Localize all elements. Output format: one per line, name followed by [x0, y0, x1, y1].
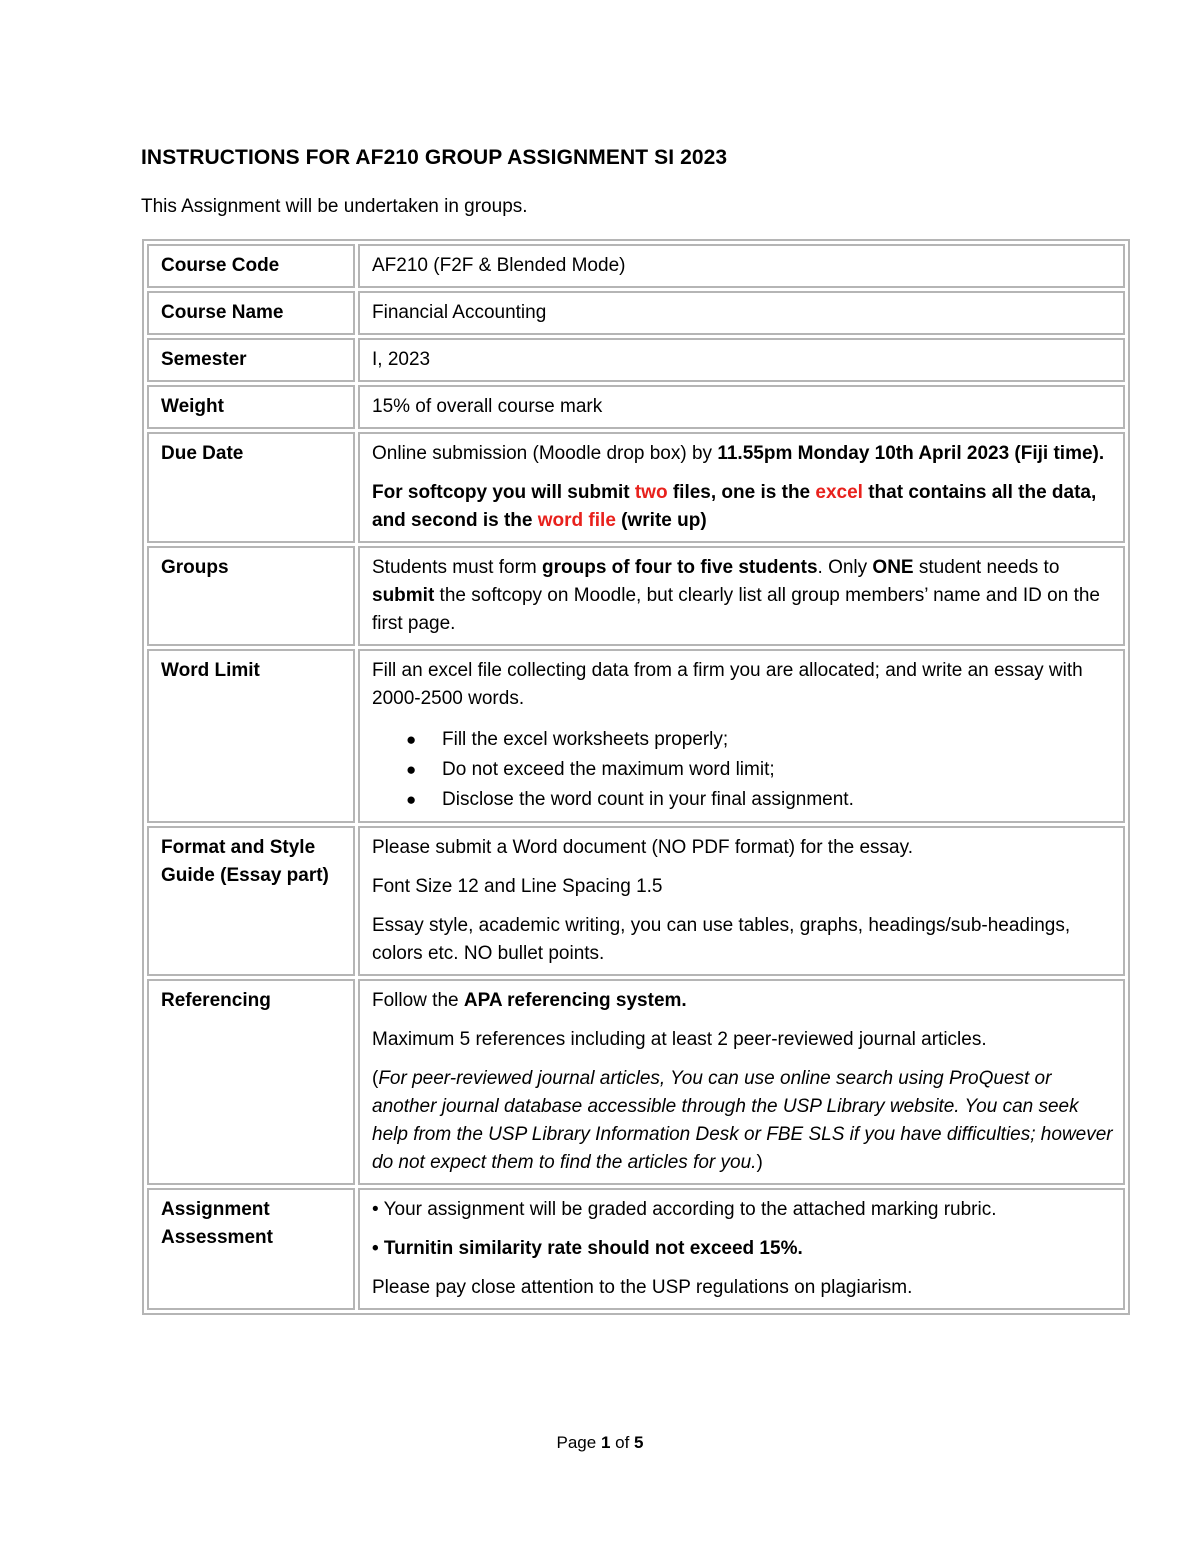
weight-label: Weight: [147, 385, 355, 429]
softcopy-text-4: (write up): [615, 510, 707, 531]
assessment-text-1: • Your assignment will be graded according to the attached marking rubric.: [372, 1199, 997, 1220]
due-date-text: Online submission (Moodle drop box) by: [372, 443, 718, 464]
due-date-value: [358, 432, 1125, 543]
bullet-text: Disclose the word count in your final assignment.: [442, 789, 854, 810]
page-title: INSTRUCTIONS FOR AF210 GROUP ASSIGNMENT SI 2023: [141, 146, 728, 169]
referencing-note: [372, 1065, 1113, 1177]
word-limit-value: [358, 649, 1125, 823]
table-row-course-code: [147, 244, 1125, 288]
groups-size: groups of four to five students: [542, 557, 818, 578]
table-row-assessment: [147, 1188, 1125, 1310]
course-name-label: Course Name: [147, 291, 355, 335]
referencing-value: [358, 979, 1125, 1185]
groups-text-1: Students must form: [372, 557, 543, 578]
intro-text: This Assignment will be undertaken in groups.: [141, 196, 528, 217]
table-row-format: [147, 826, 1125, 976]
table-row-referencing: [147, 979, 1125, 1185]
assessment-text-3: Please pay close attention to the USP regulations on plagiarism.: [372, 1277, 913, 1298]
table-row-due-date: [147, 432, 1125, 543]
semester-value: I, 2023: [358, 338, 1125, 382]
word-limit-label: Word Limit: [147, 649, 355, 823]
groups-submit: submit: [372, 585, 435, 606]
word-limit-text: Fill an excel file collecting data from a firm you are allocated; and write an essay with 2000-2500 words.: [372, 660, 1083, 709]
table-row-weight: [147, 385, 1125, 429]
list-item: [372, 725, 1113, 755]
referencing-apa: APA referencing system.: [463, 990, 687, 1011]
due-date-submission-text: [372, 440, 1113, 468]
weight-value: 15% of overall course mark: [358, 385, 1125, 429]
table-row-word-limit: [147, 649, 1125, 823]
page-current: 1: [600, 1433, 611, 1452]
page-prefix: Page: [556, 1433, 601, 1452]
course-code-value: AF210 (F2F & Blended Mode): [358, 244, 1125, 288]
bullet-text: Fill the excel worksheets properly;: [442, 729, 729, 750]
bullet-icon: ●: [406, 790, 417, 809]
course-name-value: Financial Accounting: [358, 291, 1125, 335]
bullet-icon: ●: [406, 760, 417, 779]
word-limit-bullets: [372, 725, 1113, 815]
referencing-system: [372, 987, 1113, 1015]
page-total: 5: [634, 1433, 644, 1452]
page-number: [0, 1433, 1200, 1453]
softcopy-text-2: files, one is the: [667, 482, 816, 503]
groups-label: Groups: [147, 546, 355, 646]
format-text-3: Essay style, academic writing, you can use tables, graphs, headings/sub-headings, colors etc. NO bullet points.: [372, 915, 1071, 964]
bullet-text: Do not exceed the maximum word limit;: [442, 759, 775, 780]
groups-text-4: the softcopy on Moodle, but clearly list all group members’ name and ID on the first page.: [372, 585, 1100, 634]
format-text-2: Font Size 12 and Line Spacing 1.5: [372, 876, 663, 897]
due-date-label: Due Date: [147, 432, 355, 543]
semester-label: Semester: [147, 338, 355, 382]
format-text-1: Please submit a Word document (NO PDF format) for the essay.: [372, 837, 913, 858]
list-item: [372, 755, 1113, 785]
course-code-label: Course Code: [147, 244, 355, 288]
referencing-note-close: ): [756, 1152, 763, 1173]
referencing-note-open: (: [372, 1068, 379, 1089]
groups-text-3: student needs to: [913, 557, 1060, 578]
groups-one: ONE: [872, 557, 914, 578]
list-item: [372, 785, 1113, 815]
page-middle: of: [610, 1433, 635, 1452]
assessment-label: Assignment Assessment: [147, 1188, 355, 1310]
table-row-groups: [147, 546, 1125, 646]
assessment-text-2: • Turnitin similarity rate should not exceed 15%.: [372, 1238, 803, 1259]
table-row-course-name: [147, 291, 1125, 335]
table-row-semester: [147, 338, 1125, 382]
groups-text-2: . Only: [817, 557, 873, 578]
softcopy-text-1: For softcopy you will submit: [372, 482, 635, 503]
assessment-value: [358, 1188, 1125, 1310]
groups-value: [358, 546, 1125, 646]
due-date-deadline: 11.55pm Monday 10th April 2023 (Fiji time).: [717, 443, 1105, 464]
referencing-max: Maximum 5 references including at least 2 peer-reviewed journal articles.: [372, 1029, 987, 1050]
referencing-label: Referencing: [147, 979, 355, 1185]
assignment-info-table: [142, 239, 1130, 1315]
referencing-note-text: For peer-reviewed journal articles, You can use online search using ProQuest or another journal database accessible through the USP Library website. You can seek help from the USP Library Information Desk or FBE SLS if you have difficulties; however do not expect them to find the articles for you.: [372, 1068, 1113, 1173]
softcopy-instructions: [372, 479, 1113, 535]
format-value: [358, 826, 1125, 976]
groups-text: [372, 554, 1113, 638]
softcopy-highlight-excel: excel: [815, 482, 863, 503]
softcopy-highlight-word-file: word file: [537, 510, 616, 531]
softcopy-text-3: that contains all the data, and second is the: [372, 482, 1097, 531]
format-label: Format and Style Guide (Essay part): [147, 826, 355, 976]
referencing-text-1: Follow the: [372, 990, 464, 1011]
bullet-icon: ●: [406, 730, 417, 749]
softcopy-highlight-two: two: [634, 482, 668, 503]
